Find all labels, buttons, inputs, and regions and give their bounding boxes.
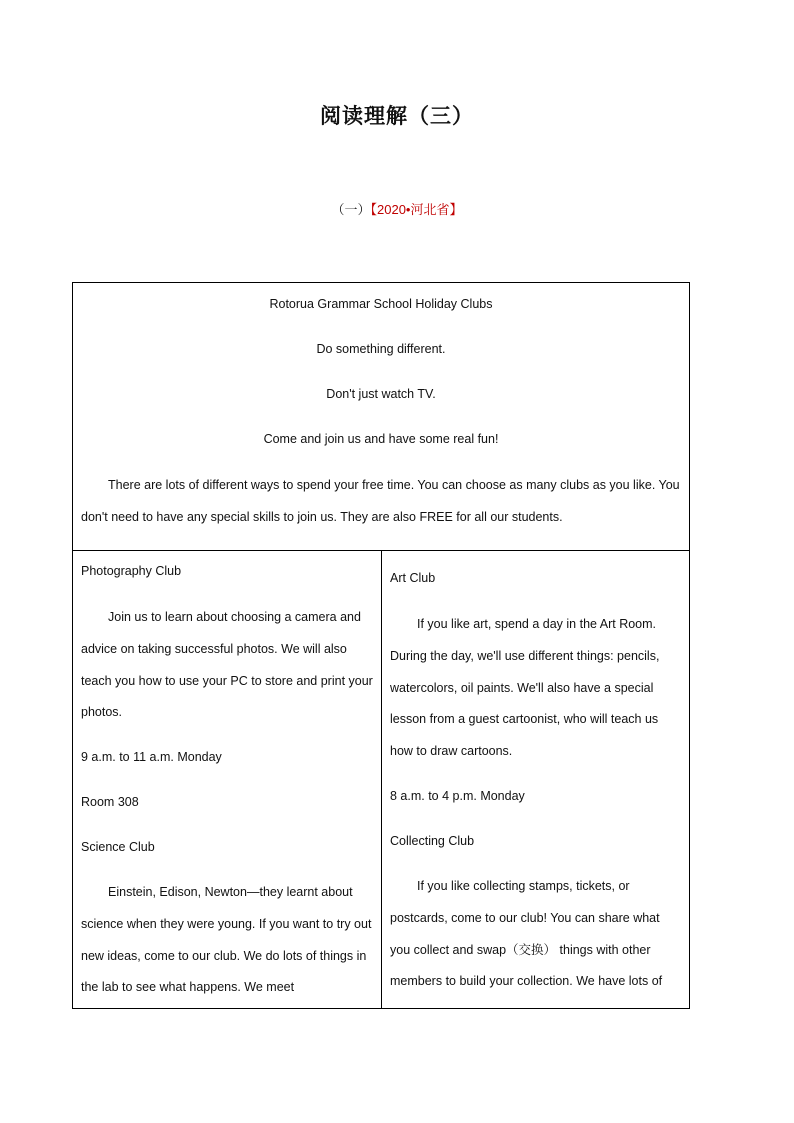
section-number: （一）	[331, 202, 371, 217]
art-club-time: 8 a.m. to 4 p.m. Monday	[390, 789, 525, 803]
intro-cell	[73, 283, 689, 551]
left-column-cell	[73, 551, 382, 1008]
intro-line-2: Don't just watch TV.	[326, 387, 436, 401]
source-tag: 【2020•河北省】	[370, 202, 463, 217]
section-subtitle	[0, 199, 794, 218]
passage-table	[72, 282, 690, 1009]
science-club-description: Einstein, Edison, Newton—they learnt about science when they were young. If you want to try out new ideas, come to our club. We do lots of things in the lab to see what happens. We meet	[81, 885, 372, 995]
right-column-cell	[382, 551, 689, 1008]
art-club-name: Art Club	[390, 571, 436, 585]
intro-line-3: Come and join us and have some real fun!	[263, 432, 499, 446]
photography-club-description: Join us to learn about choosing a camera and advice on taking successful photos. We will also teach you how to use your PC to store and print your photos.	[81, 610, 373, 720]
collecting-club-description: If you like collecting stamps, tickets, or postcards, come to our club! You can share what you collect and swap（交换） things with other members to build your collection. We have lots of	[390, 879, 663, 989]
intro-line-1: Do something different.	[316, 342, 446, 356]
intro-paragraph: There are lots of different ways to spend your free time. You can choose as many clubs as you like. You don't need to have any special skills to join us. They are also FREE for all our students.	[81, 478, 680, 524]
science-club-name: Science Club	[81, 840, 155, 854]
art-club-description: If you like art, spend a day in the Art Room. During the day, we'll use different things: pencils, watercolors, oil paints. We'll also have a special lesson from a guest cartoonist, who will teach us how to draw cartoons.	[390, 617, 660, 759]
photography-club-time: 9 a.m. to 11 a.m. Monday	[81, 750, 222, 764]
collecting-club-name: Collecting Club	[390, 834, 475, 848]
page-title: 阅读理解（三）	[320, 103, 474, 128]
photography-club-name: Photography Club	[81, 564, 182, 578]
photography-club-room: Room 308	[81, 795, 139, 809]
intro-heading: Rotorua Grammar School Holiday Clubs	[269, 297, 493, 311]
